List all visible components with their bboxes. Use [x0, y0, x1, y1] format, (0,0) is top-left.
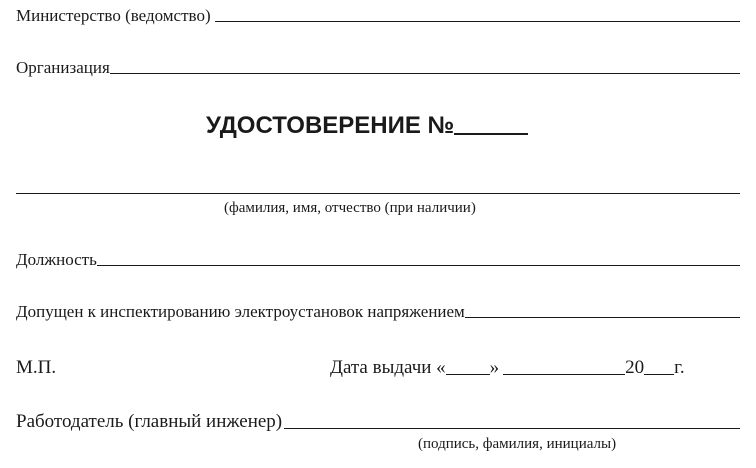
employer-signature-field[interactable]: [284, 428, 740, 429]
issue-year-field[interactable]: [644, 374, 674, 375]
admitted-row: [16, 302, 740, 322]
fio-field[interactable]: [16, 193, 740, 194]
fio-caption: (фамилия, имя, отчество (при наличии): [224, 200, 476, 216]
position-field[interactable]: [97, 265, 740, 266]
position-label: Должность: [16, 250, 97, 269]
employer-label: Работодатель (главный инженер): [16, 411, 283, 432]
organization-label: Организация: [16, 58, 110, 77]
ministry-row: [16, 6, 740, 26]
issue-date-label: Дата выдачи «: [330, 357, 446, 378]
organization-row: [16, 58, 740, 78]
issue-date-row: [330, 357, 685, 379]
certificate-title-row: [206, 112, 528, 140]
organization-field[interactable]: [110, 73, 740, 74]
position-row: [16, 250, 740, 270]
issue-date-close: »: [489, 357, 500, 378]
certificate-number-field[interactable]: [454, 133, 528, 135]
admitted-label: Допущен к инспектированию электроустановок напряжением: [16, 302, 465, 321]
stamp-label: М.П.: [16, 357, 57, 378]
year-label: 20: [625, 357, 645, 378]
year-suffix: г.: [674, 357, 685, 378]
signature-caption: (подпись, фамилия, инициалы): [418, 436, 617, 452]
certificate-title: УДОСТОВЕРЕНИЕ №: [206, 112, 455, 139]
issue-month-field[interactable]: [503, 374, 625, 375]
issue-day-field[interactable]: [446, 374, 490, 375]
voltage-field[interactable]: [465, 317, 740, 318]
ministry-field[interactable]: [215, 21, 740, 22]
employer-row: [16, 411, 740, 433]
ministry-label: Министерство (ведомство): [16, 6, 211, 25]
